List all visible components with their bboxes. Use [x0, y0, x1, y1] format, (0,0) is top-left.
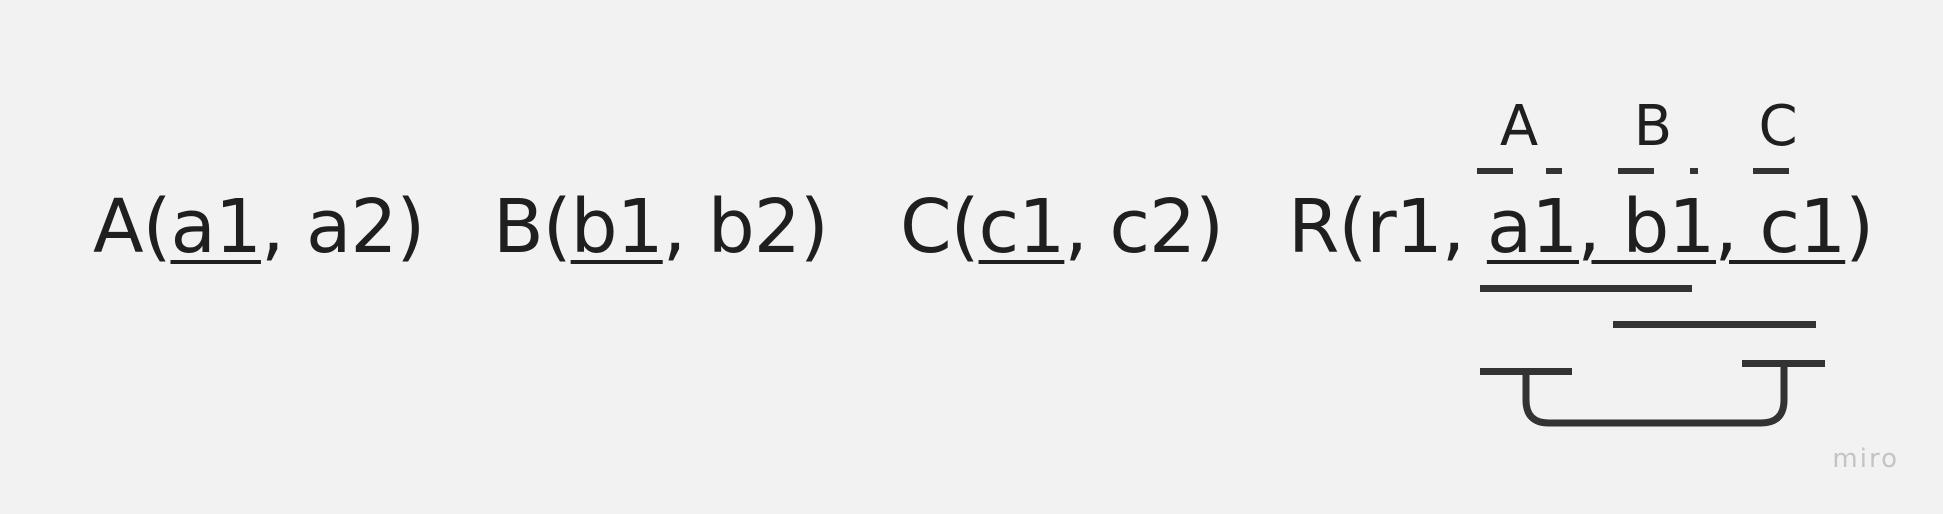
relation-a-primary-key: a1 — [170, 184, 261, 270]
relation-b-attributes: , b2 — [662, 184, 800, 270]
relation-r-close-paren: ) — [1845, 184, 1874, 270]
relation-a-name: A — [93, 184, 143, 270]
fk-label-b: B — [1633, 94, 1673, 159]
relation-a-attributes: , a2 — [260, 184, 397, 270]
relation-c-name: C — [900, 184, 951, 270]
relation-c-attributes: , c2 — [1064, 184, 1196, 270]
relation-r-primary-key: a1, b1, c1 — [1486, 184, 1846, 270]
relation-c-close-paren: ) — [1195, 184, 1224, 270]
key-connector-line — [1526, 367, 1784, 423]
relation-a-open-paren: ( — [142, 184, 171, 270]
relation-b-open-paren: ( — [542, 184, 571, 270]
relation-r-open-paren: ( — [1338, 184, 1367, 270]
relation-r-first-attribute: r1, — [1366, 184, 1487, 270]
relation-b-primary-key: b1 — [570, 184, 663, 270]
relation-c-primary-key: c1 — [978, 184, 1065, 270]
relation-c-open-paren: ( — [950, 184, 979, 270]
miro-watermark: miro — [1832, 444, 1899, 474]
relation-b-close-paren: ) — [799, 184, 828, 270]
fk-label-c: C — [1758, 94, 1798, 159]
relation-a-close-paren: ) — [396, 184, 425, 270]
relation-r-name: R — [1288, 184, 1339, 270]
relation-b-name: B — [493, 184, 543, 270]
fk-label-a: A — [1499, 94, 1539, 159]
